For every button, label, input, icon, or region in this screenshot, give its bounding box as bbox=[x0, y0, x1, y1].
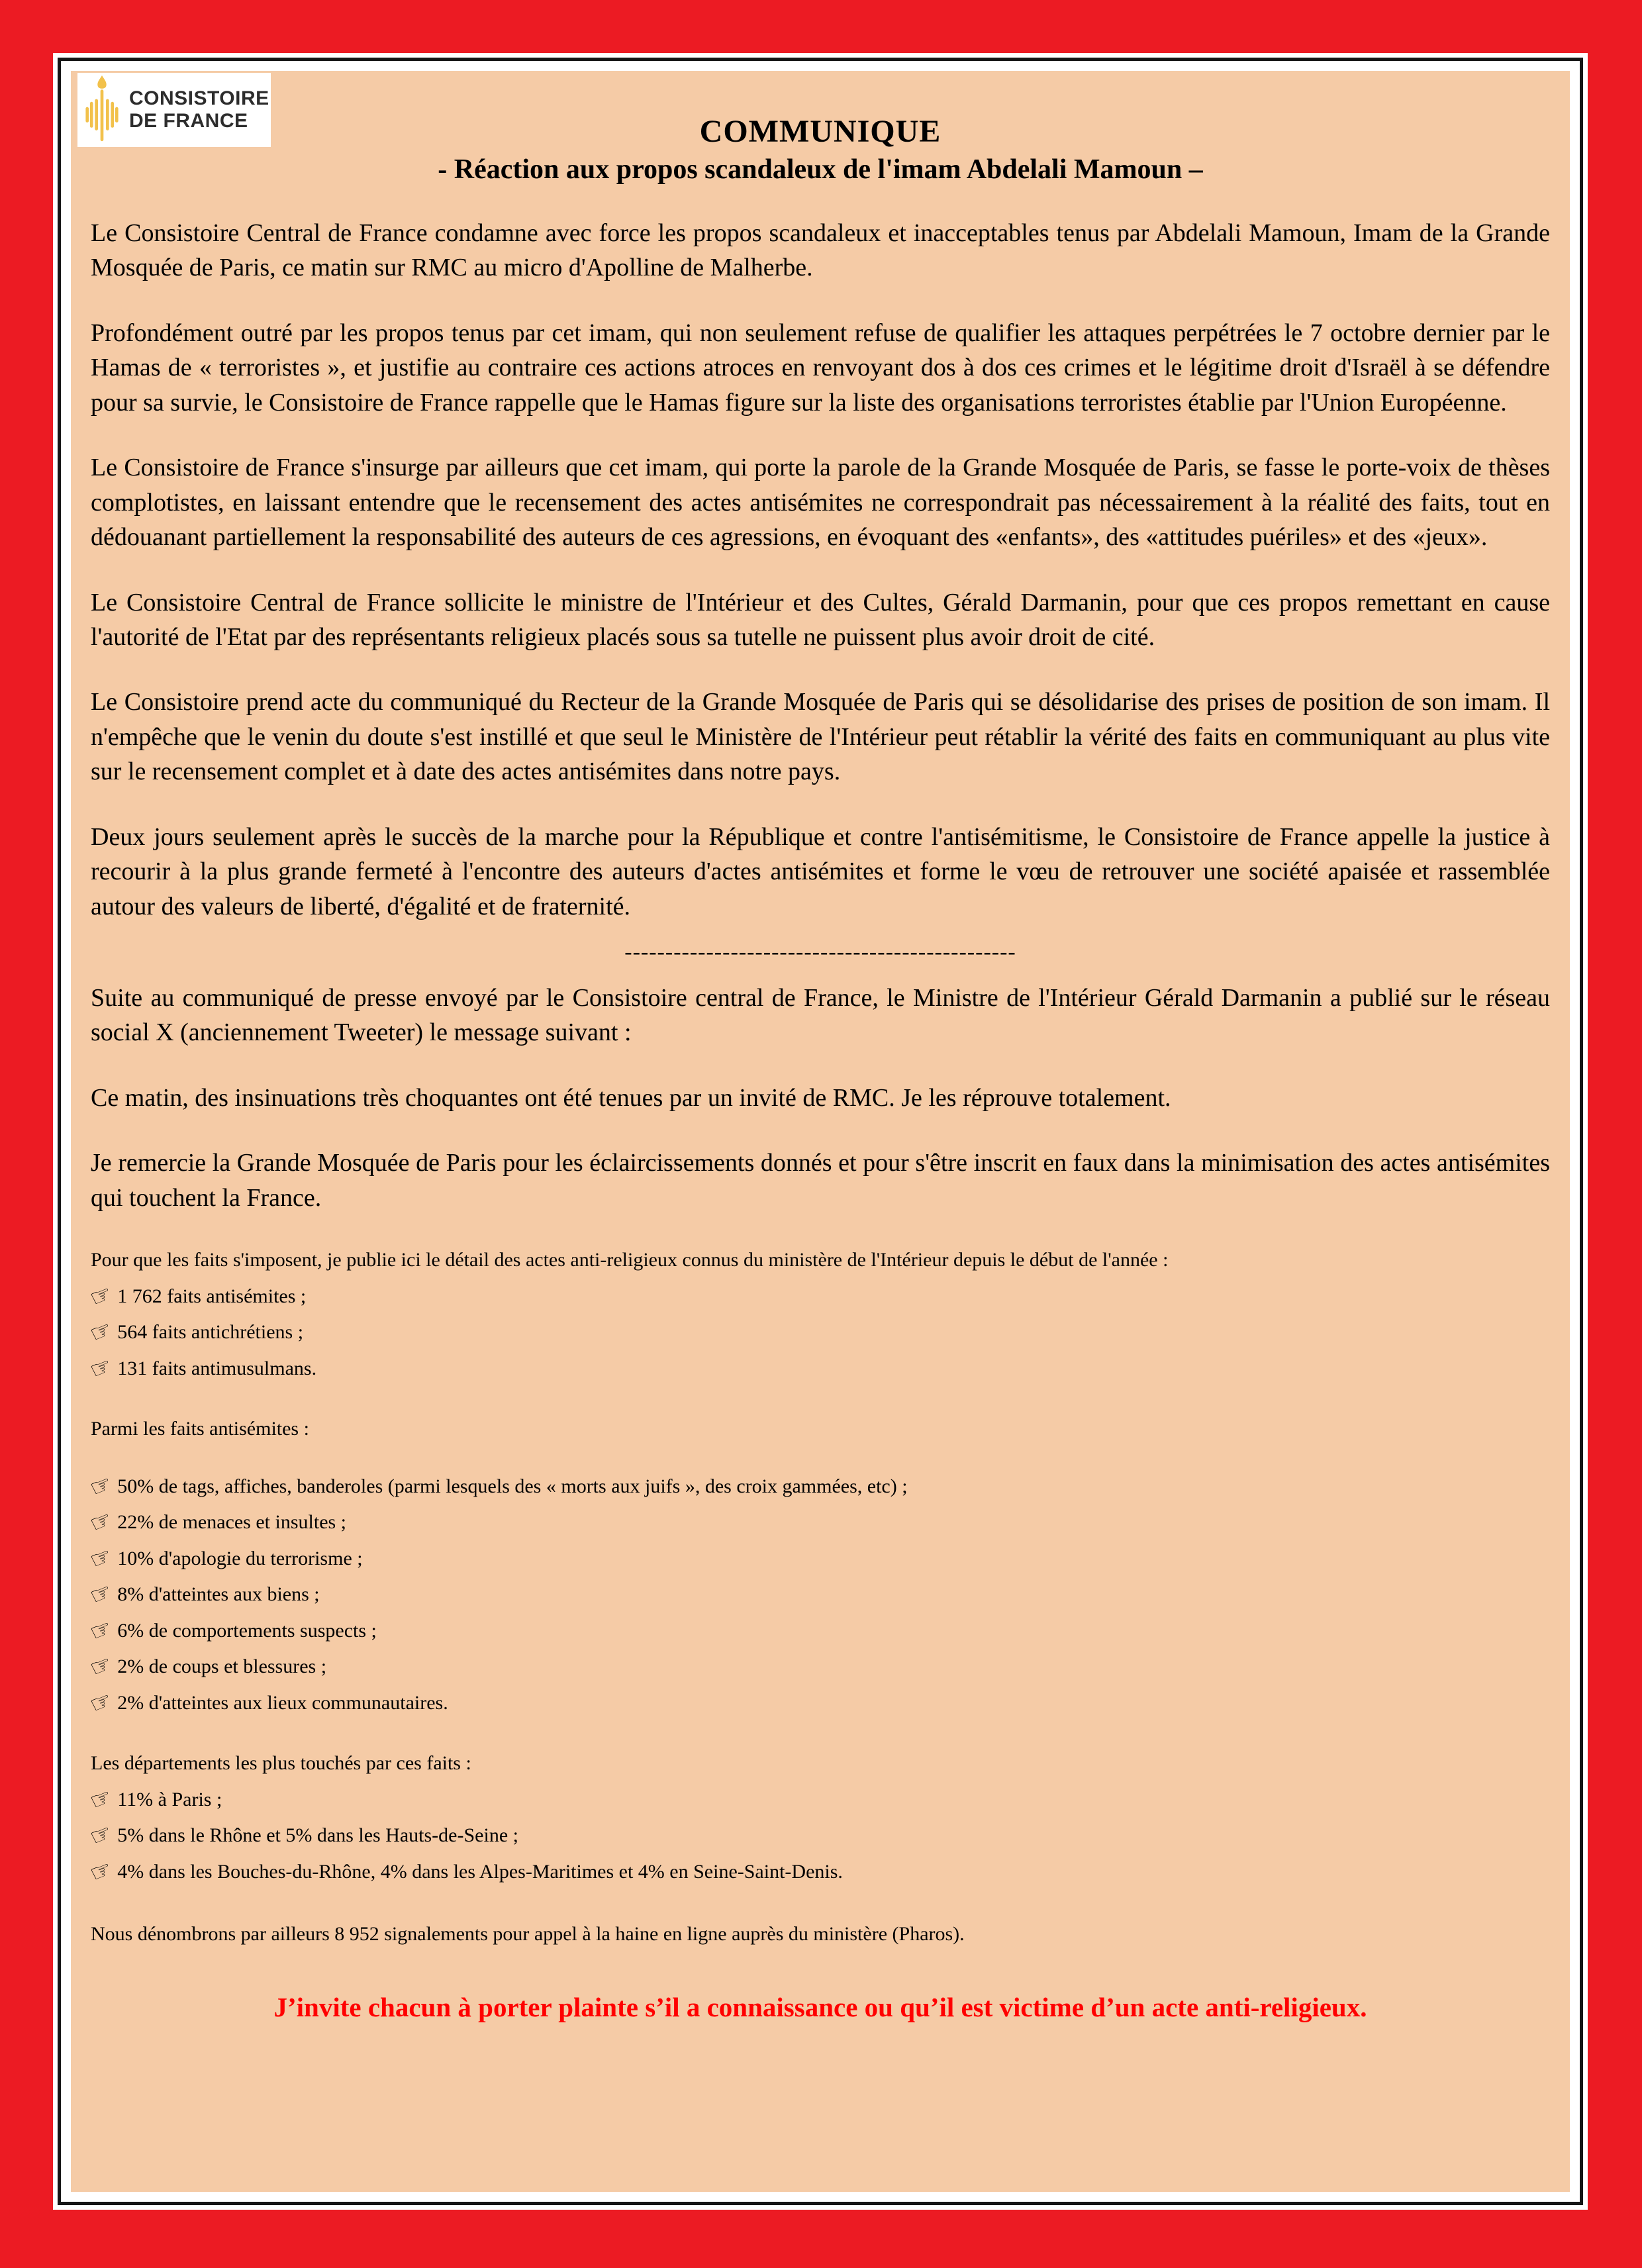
consistoire-logo bbox=[77, 73, 271, 147]
pointing-hand-icon: ☞ bbox=[86, 1505, 117, 1539]
list-item bbox=[86, 1818, 1550, 1852]
list-item bbox=[86, 1650, 1550, 1683]
list-item bbox=[86, 1315, 1550, 1349]
pointing-hand-icon: ☞ bbox=[86, 1279, 117, 1313]
paragraph-quote-ce-matin: Ce matin, des insinuations très choquantes ont été tenues par un invité de RMC. Je les réprouve totalement. bbox=[91, 1083, 1171, 1112]
breakdown-list bbox=[86, 1469, 1550, 1720]
departments-list bbox=[86, 1783, 1550, 1889]
page-title: COMMUNIQUE bbox=[699, 114, 942, 149]
list-item bbox=[86, 1855, 1550, 1889]
pointing-hand-icon: ☞ bbox=[86, 1542, 117, 1575]
logo-line-2: DE FRANCE bbox=[129, 110, 248, 132]
paragraph-marche-republique: Deux jours seulement après le succès de la marche pour la République et contre l'antisémitisme, le Consistoire de France appelle la justice à recourir à la plus grande fermeté à l'encontre des auteurs d'actes antisémites et forme le vœu de retrouver une société apaisée et rassemblée autour des valeurs de liberté, d'égalité et de fraternité. bbox=[91, 822, 1550, 920]
pointing-hand-icon: ☞ bbox=[86, 1818, 117, 1852]
pointing-hand-icon: ☞ bbox=[86, 1855, 117, 1889]
departments-item-rhone: 5% dans le Rhône et 5% dans les Hauts-de-Seine ; bbox=[117, 1824, 518, 1847]
paragraph-suite-communique: Suite au communiqué de presse envoyé par le Consistoire central de France, le Ministre de l'Intérieur Gérald Darmanin a publié sur le réseau social X (anciennement Tweeter) le message suivant : bbox=[91, 984, 1550, 1047]
paragraph-sollicitation-ministre: Le Consistoire Central de France sollicite le ministre de l'Intérieur et des Cultes, Gérald Darmanin, pour que ces propos remettant en cause l'autorité de l'Etat par des représentants religieux placés sous sa tutelle ne puissent plus avoir droit de cité. bbox=[91, 588, 1550, 651]
stats-item-antisemites: 1 762 faits antisémites ; bbox=[117, 1285, 307, 1307]
pointing-hand-icon: ☞ bbox=[86, 1614, 117, 1648]
stats-item-antimusulmans: 131 faits antimusulmans. bbox=[117, 1357, 317, 1379]
pointing-hand-icon: ☞ bbox=[86, 1650, 117, 1683]
departments-label: Les départements les plus touchés par ces faits : bbox=[91, 1752, 471, 1775]
document-sheet bbox=[53, 53, 1588, 2210]
stats-intro: Pour que les faits s'imposent, je publie ici le détail des actes anti-religieux connus du ministère de l'Intérieur depuis le début de l'année : bbox=[91, 1249, 1169, 1271]
communique-page bbox=[71, 71, 1570, 2192]
breakdown-item-apologie: 10% d'apologie du terrorisme ; bbox=[117, 1547, 363, 1569]
pointing-hand-icon: ☞ bbox=[86, 1315, 117, 1349]
list-item bbox=[86, 1352, 1550, 1385]
pointing-hand-icon: ☞ bbox=[86, 1783, 117, 1816]
breakdown-item-lieux: 2% d'atteintes aux lieux communautaires. bbox=[117, 1691, 448, 1714]
breakdown-item-biens: 8% d'atteintes aux biens ; bbox=[117, 1583, 320, 1606]
breakdown-item-tags: 50% de tags, affiches, banderoles (parmi lesquels des « morts aux juifs », des croix gammées, etc) ; bbox=[117, 1475, 908, 1497]
list-item bbox=[86, 1542, 1550, 1575]
paragraph-condamnation: Le Consistoire Central de France condamne avec force les propos scandaleux et inacceptables tenus par Abdelali Mamoun, Imam de la Grande Mosquée de Paris, ce matin sur RMC au micro d'Apolline de Malherbe. bbox=[91, 219, 1550, 282]
stats-item-antichretiens: 564 faits antichrétiens ; bbox=[117, 1321, 304, 1344]
list-item bbox=[86, 1686, 1550, 1720]
pharos-note: Nous dénombrons par ailleurs 8 952 signalements pour appel à la haine en ligne auprès du ministère (Pharos). bbox=[91, 1923, 965, 1946]
breakdown-item-comportements: 6% de comportements suspects ; bbox=[117, 1619, 377, 1642]
paragraph-recteur: Le Consistoire prend acte du communiqué du Recteur de la Grande Mosquée de Paris qui se désolidarise des prises de position de son imam. Il n'empêche que le venin du doute s'est instillé et que seul le Ministère de l'Intérieur peut rétablir la vérité des faits en communiquant au plus vite sur le recensement complet et à date des actes antisémites dans notre pays. bbox=[91, 688, 1550, 786]
list-item bbox=[86, 1469, 1550, 1503]
departments-item-bouches: 4% dans les Bouches-du-Rhône, 4% dans les Alpes-Maritimes et 4% en Seine-Saint-Denis. bbox=[117, 1860, 843, 1883]
paragraph-complotisme: Le Consistoire de France s'insurge par ailleurs que cet imam, qui porte la parole de la Grande Mosquée de Paris, se fasse le porte-voix de thèses complotistes, en laissant entendre que le recensement des actes antisémites ne correspondrait pas nécessairement à la réalité des faits, tout en dédouanant partiellement la responsabilité des auteurs de ces agressions, en évoquant des «enfants», des «attitudes puériles» et des «jeux». bbox=[91, 454, 1550, 552]
logo-wordmark bbox=[129, 87, 269, 132]
list-item bbox=[86, 1614, 1550, 1648]
paragraph-outrage: Profondément outré par les propos tenus par cet imam, qui non seulement refuse de qualifier les attaques perpétrées le 7 octobre dernier par le Hamas de « terroristes », et justifie au contraire ces actions atroces en renvoyant dos à dos ces crimes et le légitime droit d'Israël à se défendre pour sa survie, le Consistoire de France rappelle que le Hamas figure sur la liste des organisations terroristes établie par l'Union Européenne. bbox=[91, 319, 1550, 417]
pointing-hand-icon: ☞ bbox=[86, 1577, 117, 1611]
list-item bbox=[86, 1505, 1550, 1539]
candle-flame-icon bbox=[83, 74, 121, 146]
breakdown-item-menaces: 22% de menaces et insultes ; bbox=[117, 1511, 347, 1534]
list-item bbox=[86, 1783, 1550, 1816]
stats-list bbox=[86, 1279, 1550, 1385]
pointing-hand-icon: ☞ bbox=[86, 1352, 117, 1385]
pointing-hand-icon: ☞ bbox=[86, 1686, 117, 1720]
pointing-hand-icon: ☞ bbox=[86, 1469, 117, 1503]
dashed-separator: ------------------------------------------------ bbox=[624, 940, 1016, 964]
page-subtitle: - Réaction aux propos scandaleux de l'imam Abdelali Mamoun – bbox=[438, 154, 1203, 185]
departments-item-paris: 11% à Paris ; bbox=[117, 1788, 222, 1810]
breakdown-label: Parmi les faits antisémites : bbox=[91, 1418, 309, 1440]
logo-line-1: CONSISTOIRE bbox=[129, 87, 269, 110]
list-item bbox=[86, 1577, 1550, 1611]
breakdown-item-coups: 2% de coups et blessures ; bbox=[117, 1655, 327, 1678]
closing-call-to-action: J’invite chacun à porter plainte s’il a connaissance ou qu’il est victime d’un acte anti-religieux. bbox=[273, 1991, 1367, 2022]
document-frame bbox=[58, 58, 1583, 2205]
list-item bbox=[86, 1279, 1550, 1313]
paragraph-quote-remerciement: Je remercie la Grande Mosquée de Paris pour les éclaircissements donnés et pour s'être inscrit en faux dans la minimisation des actes antisémites qui touchent la France. bbox=[91, 1149, 1550, 1212]
